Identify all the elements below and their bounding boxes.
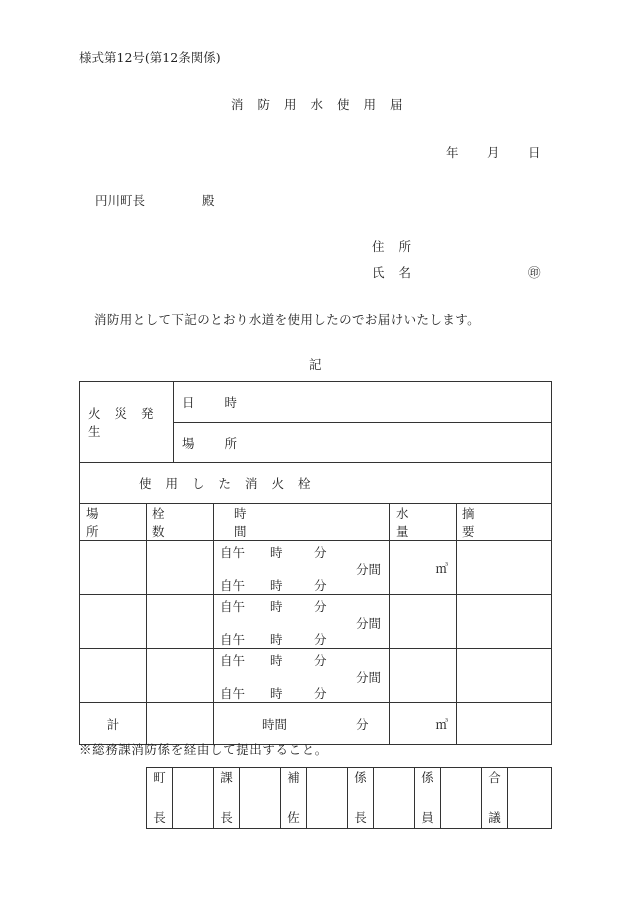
seal-label-staff: 係 員 xyxy=(415,768,441,829)
col-time: 時間 xyxy=(214,504,390,541)
col-hydrant-count: 栓数 xyxy=(147,504,214,541)
seal-label-subsection-chief: 係 長 xyxy=(348,768,374,829)
fire-label-cell xyxy=(80,382,174,463)
count-cell xyxy=(147,541,214,595)
seal-box xyxy=(441,768,482,829)
seal-box xyxy=(240,768,281,829)
remarks-cell xyxy=(457,649,552,703)
total-remarks-cell xyxy=(457,703,552,745)
count-cell xyxy=(147,649,214,703)
fire-datetime-cell xyxy=(174,382,552,423)
seal-label-assistant: 補 佐 xyxy=(281,768,307,829)
table-row xyxy=(80,595,552,649)
seal-label-consultation: 合 議 xyxy=(482,768,508,829)
seal-row xyxy=(147,768,552,829)
addressee-name: 円川町長 xyxy=(95,193,146,208)
fire-datetime-row xyxy=(80,382,552,423)
place-cell xyxy=(80,595,147,649)
fire-label: 火災発生 xyxy=(88,406,168,439)
usage-table xyxy=(79,381,552,745)
fire-place-cell xyxy=(174,423,552,463)
column-header-row xyxy=(80,504,552,541)
place-cell xyxy=(80,649,147,703)
col-water: 水量 xyxy=(390,504,457,541)
place-cell xyxy=(80,541,147,595)
seal-box xyxy=(173,768,214,829)
count-cell xyxy=(147,595,214,649)
water-cell xyxy=(390,649,457,703)
year-label: 年 xyxy=(446,145,459,160)
time-cell: 自午 時 分 分間 自午 時 分 xyxy=(214,595,390,649)
remarks-cell xyxy=(457,595,552,649)
form-number: 様式第12号(第12条関係) xyxy=(79,50,221,65)
seal-box xyxy=(374,768,415,829)
name-label: 氏名 xyxy=(372,265,426,280)
addressee-honorific: 殿 xyxy=(202,193,215,208)
total-label-cell: 計 xyxy=(80,703,147,745)
total-water-cell: ㎥ xyxy=(390,703,457,745)
table-row xyxy=(80,541,552,595)
seal-label-town-chief: 町 長 xyxy=(147,768,173,829)
seal-box xyxy=(508,768,552,829)
time-cell: 自午 時 分 分間 自午 時 分 xyxy=(214,649,390,703)
hydrant-header: 使用した消火栓 xyxy=(139,476,325,491)
routing-note: ※総務課消防係を経由して提出すること。 xyxy=(79,742,328,757)
approval-seal-table xyxy=(146,767,552,829)
total-row xyxy=(80,703,552,745)
month-label: 月 xyxy=(487,145,500,160)
remarks-cell xyxy=(457,541,552,595)
statement: 消防用として下記のとおり水道を使用したのでお届けいたします。 xyxy=(94,312,481,327)
water-cell xyxy=(390,595,457,649)
address-label: 住所 xyxy=(372,239,426,254)
col-place: 場所 xyxy=(80,504,147,541)
time-cell: 自午 時 分 分間 自午 時 分 xyxy=(214,541,390,595)
ki-label: 記 xyxy=(309,357,322,372)
total-time-cell: 時間 分 xyxy=(214,703,390,745)
day-label: 日 xyxy=(528,145,541,160)
col-remarks: 摘要 xyxy=(457,504,552,541)
water-cell: ㎥ xyxy=(390,541,457,595)
total-count-cell xyxy=(147,703,214,745)
seal-box xyxy=(307,768,348,829)
fire-datetime-label: 日時 xyxy=(182,395,268,410)
hydrant-header-cell xyxy=(80,463,552,504)
table-row xyxy=(80,649,552,703)
fire-place-label: 場所 xyxy=(182,435,268,451)
hydrant-header-row xyxy=(80,463,552,504)
page-title: 消防用水使用届 xyxy=(231,97,417,112)
seal-mark: ㊞ xyxy=(528,265,541,280)
seal-label-section-chief: 課 長 xyxy=(214,768,240,829)
